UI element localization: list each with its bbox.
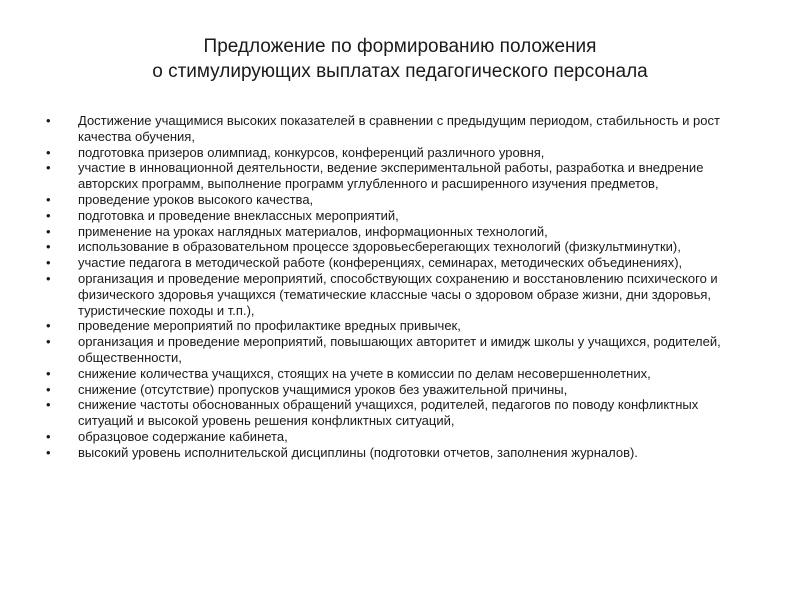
list-item: • организация и проведение мероприятий, повышающих авторитет и имидж школы у учащихся, родителей, общественности, [42, 334, 754, 366]
title-line-2: о стимулирующих выплатах педагогического персонала [152, 61, 648, 82]
list-item: • проведение уроков высокого качества, [42, 192, 754, 208]
list-item: • участие педагога в методической работе (конференциях, семинарах, методических объединениях), [42, 255, 754, 271]
list-item: • организация и проведение мероприятий, способствующих сохранению и восстановлению психического и физического здоровья учащихся (тематические классные часы о здоровом образе жизни, дни здоровья, туристические походы и т.п.), [42, 271, 754, 318]
list-item: • снижение количества учащихся, стоящих на учете в комиссии по делам несовершеннолетних, [42, 366, 754, 382]
list-item: • снижение (отсутствие) пропусков учащимися уроков без уважительной причины, [42, 382, 754, 398]
list-item: • образцовое содержание кабинета, [42, 429, 754, 445]
list-item: • высокий уровень исполнительской дисциплины (подготовки отчетов, заполнения журналов). [42, 445, 754, 461]
list-item: • подготовка и проведение внеклассных мероприятий, [42, 208, 754, 224]
list-item: • использование в образовательном процессе здоровьесберегающих технологий (физкультминутки), [42, 239, 754, 255]
list-item: • Достижение учащимися высоких показателей в сравнении с предыдущим периодом, стабильность и рост качества обучения, [42, 113, 754, 145]
list-item: • проведение мероприятий по профилактике вредных привычек, [42, 318, 754, 334]
list-item: • подготовка призеров олимпиад, конкурсов, конференций различного уровня, [42, 145, 754, 161]
slide-title [0, 34, 800, 84]
list-item: • участие в инновационной деятельности, ведение экспериментальной работы, разработка и внедрение авторских программ, выполнение программ углубленного и расширенного изучения предметов, [42, 160, 754, 192]
title-line-1: Предложение по формированию положения [203, 36, 597, 57]
list-item: • применение на уроках наглядных материалов, информационных технологий, [42, 224, 754, 240]
list-item: • снижение частоты обоснованных обращений учащихся, родителей, педагогов по поводу конфликтных ситуаций и высокой уровень решения конфликтных ситуаций, [42, 397, 754, 429]
bullet-list [42, 113, 754, 461]
